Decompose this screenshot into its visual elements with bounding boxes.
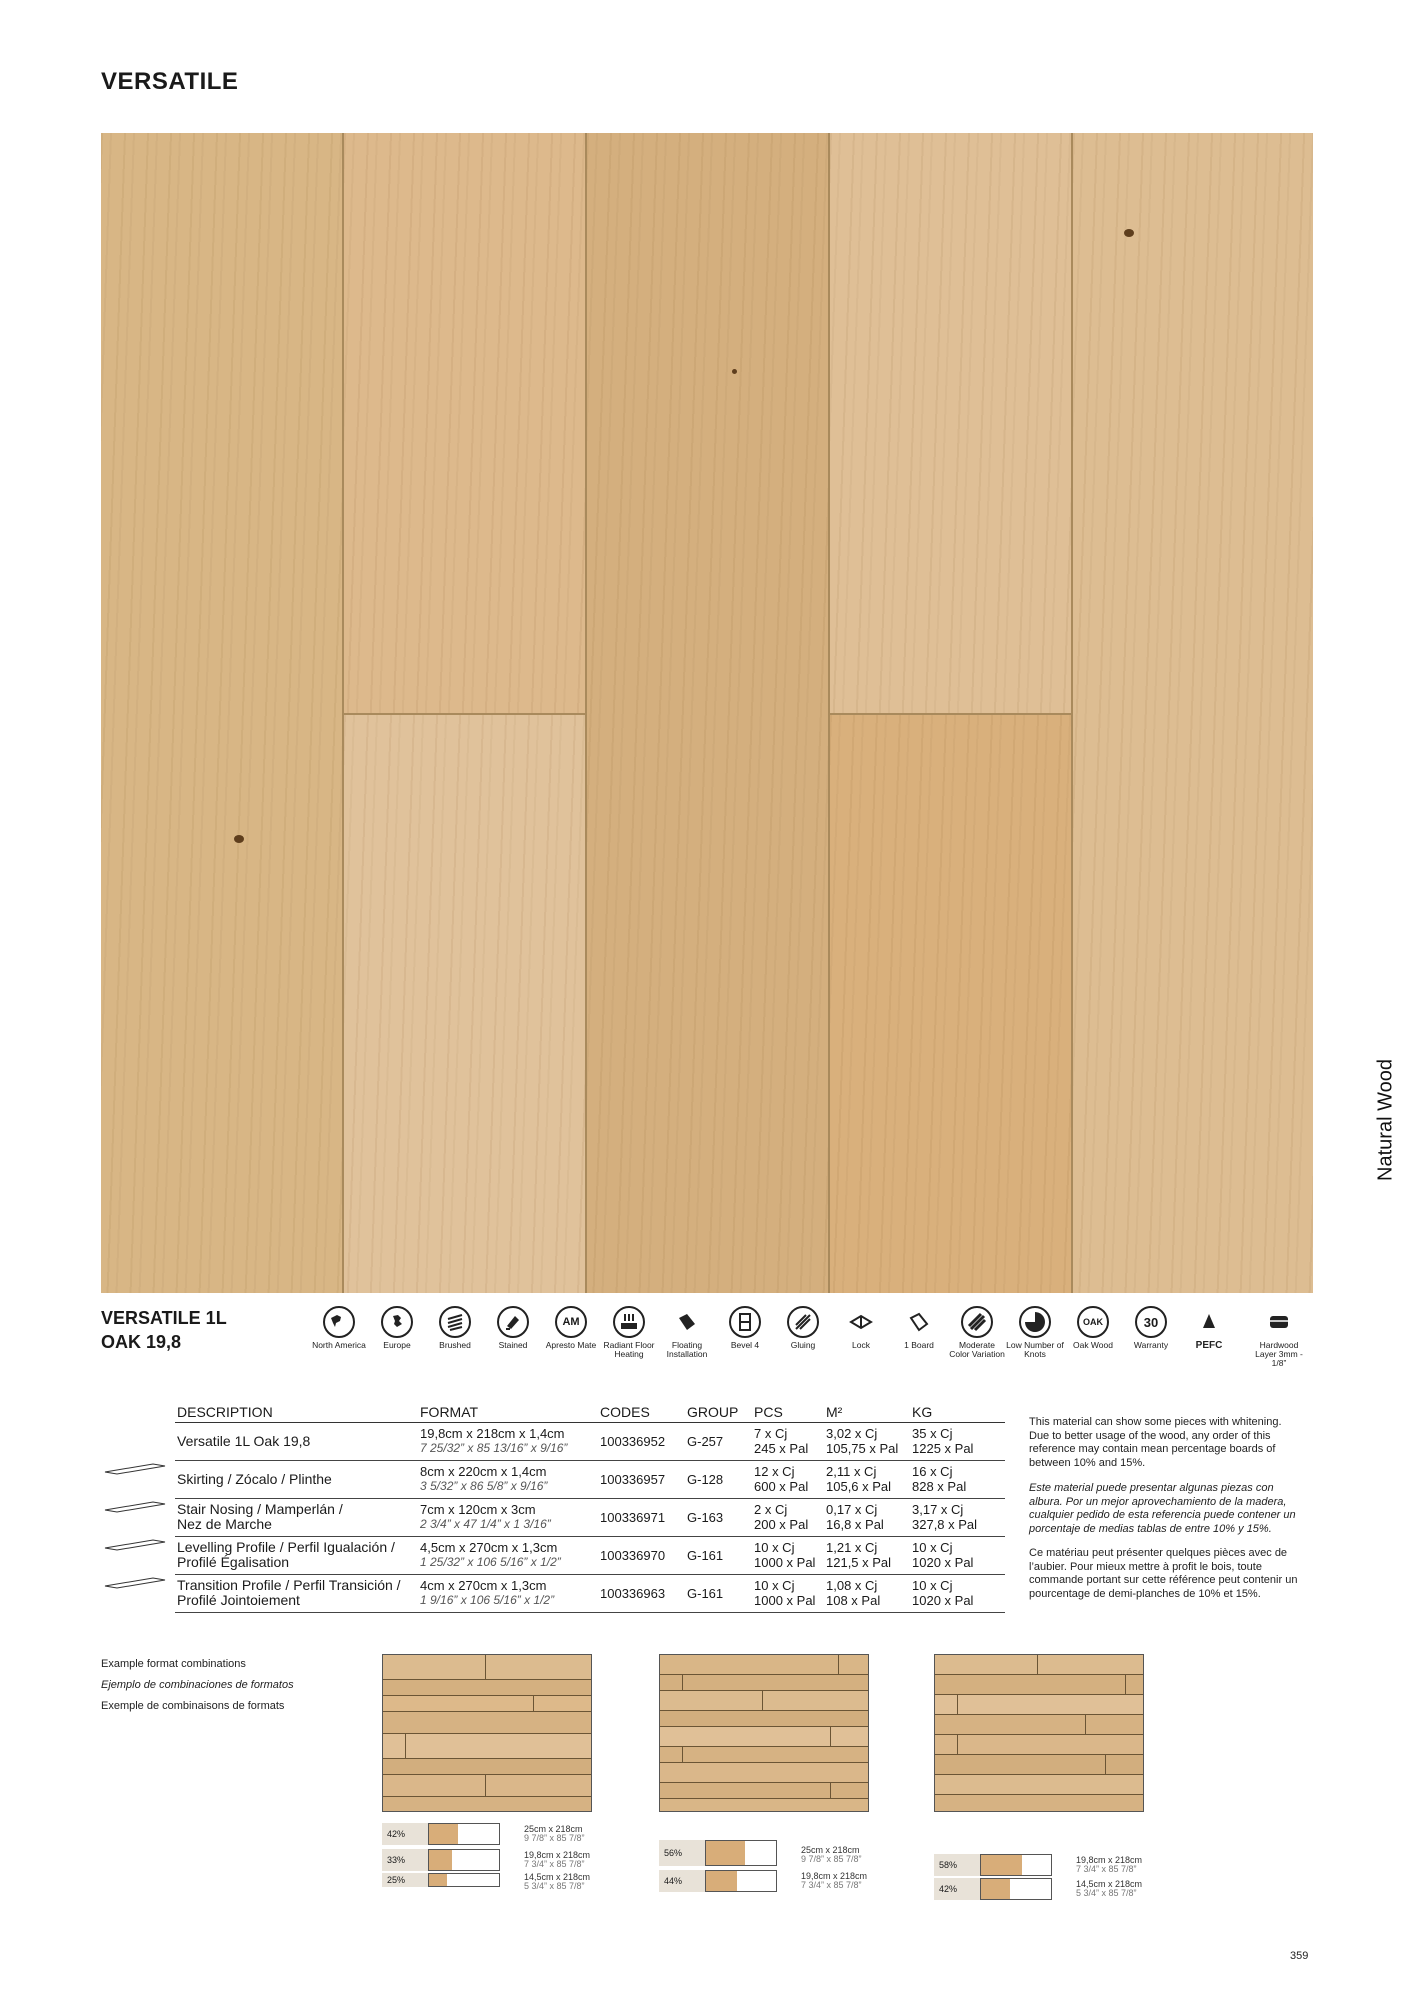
combination-preview xyxy=(382,1654,592,1812)
one-board-icon: 1 Board xyxy=(890,1306,948,1350)
table-row: Stair Nosing / Mamperlán / Nez de Marche 7cm x 120cm x 3cm 2 3/4” x 47 1/4” x 1 3/16” 100336971 G-163 2 x Cj 200 x Pal 0,17 x Cj 16,8 x Pal 3,17 x Cj 327,8 x Pal xyxy=(175,1498,1005,1536)
floating-installation-icon: Floating Installation xyxy=(658,1306,716,1359)
table-row: Levelling Profile / Perfil Igualación / Profilé Égalisation 4,5cm x 270cm x 1,3cm 1 25/32” x 106 5/16” x 1/2” 100336970 G-161 10 x Cj 1000 x Pal 1,21 x Cj 121,5 x Pal 10 x Cj 1020 x Pal xyxy=(175,1536,1005,1574)
format-size-label: 19,8cm x 218cm 7 3/4” x 85 7/8” xyxy=(524,1850,591,1869)
lock-icon: Lock xyxy=(832,1306,890,1350)
format-share-bar: 42% xyxy=(382,1823,500,1845)
radiant-floor-heating-icon: Radiant Floor Heating xyxy=(600,1306,658,1359)
product-spec-table xyxy=(175,1404,1005,1613)
format-size-label: 19,8cm x 218cm 7 3/4” x 85 7/8” xyxy=(801,1871,868,1890)
col-group: GROUP xyxy=(685,1404,752,1422)
wood-knot xyxy=(234,835,244,843)
format-size-label: 25cm x 218cm 9 7/8” x 85 7/8” xyxy=(801,1845,862,1864)
col-pcs: PCS xyxy=(752,1404,824,1422)
format-share-bar: 58% xyxy=(934,1854,1052,1876)
format-size-label: 14,5cm x 218cm 5 3/4” x 85 7/8” xyxy=(1076,1879,1143,1898)
combination-preview xyxy=(659,1654,869,1812)
col-description: DESCRIPTION xyxy=(175,1404,418,1422)
bevel-4-icon: Bevel 4 xyxy=(716,1306,774,1350)
europe-icon: Europe xyxy=(368,1306,426,1350)
section-side-label: Natural Wood xyxy=(1374,1059,1397,1181)
warranty-icon: 30 Warranty xyxy=(1122,1306,1180,1350)
col-codes: CODES xyxy=(598,1404,685,1422)
col-kg: KG xyxy=(910,1404,1005,1422)
plank xyxy=(587,133,830,1293)
page-title: VERSATILE xyxy=(101,68,239,95)
col-format: FORMAT xyxy=(418,1404,598,1422)
feature-icons xyxy=(310,1306,1320,1386)
format-share-bar: 25% xyxy=(382,1873,500,1887)
col-m2: M² xyxy=(824,1404,910,1422)
table-row: Skirting / Zócalo / Plinthe 8cm x 220cm x 1,4cm 3 5/32” x 86 5/8” x 9/16” 100336957 G-128 12 x Cj 600 x Pal 2,11 x Cj 105,6 x Pal 16 x Cj 828 x Pal xyxy=(175,1460,1005,1498)
oak-wood-icon: OAK Oak Wood xyxy=(1064,1306,1122,1350)
format-share-bar: 33% xyxy=(382,1849,500,1871)
pefc-icon: PEFC xyxy=(1180,1306,1238,1350)
stained-icon: Stained xyxy=(484,1306,542,1350)
low-number-of-knots-icon: Low Number of Knots xyxy=(1006,1306,1064,1359)
stair-nosing-profile-icon xyxy=(103,1500,167,1514)
north-america-icon: North America xyxy=(310,1306,368,1350)
format-size-label: 25cm x 218cm 9 7/8” x 85 7/8” xyxy=(524,1824,585,1843)
format-share-bar: 42% xyxy=(934,1878,1052,1900)
table-row: Versatile 1L Oak 19,8 19,8cm x 218cm x 1,4cm 7 25/32” x 85 13/16” x 9/16” 100336952 G-257 7 x Cj 245 x Pal 3,02 x Cj 105,75 x Pal 35 x Cj 1225 x Pal xyxy=(175,1422,1005,1460)
hardwood-layer-icon: Hardwood Layer 3mm - 1/8” xyxy=(1250,1306,1308,1368)
format-share-bar: 56% xyxy=(659,1840,777,1866)
apresto-mate-icon: AM Apresto Mate xyxy=(542,1306,600,1350)
combinations-caption: Example format combinations Ejemplo de combinaciones de formatos Exemple de combinaisons de formats xyxy=(101,1658,294,1712)
note-english: This material can show some pieces with whitening. Due to better usage of the wood, any order of this reference may contain mean percentage boards of between 10% and 15%. xyxy=(1029,1416,1282,1469)
format-share-bar: 44% xyxy=(659,1870,777,1892)
wood-knot xyxy=(1124,229,1134,237)
format-size-label: 19,8cm x 218cm 7 3/4” x 85 7/8” xyxy=(1076,1855,1143,1874)
plank xyxy=(344,133,587,1293)
plank xyxy=(101,133,344,1293)
combination-preview xyxy=(934,1654,1144,1812)
plank xyxy=(1073,133,1313,1293)
skirting-profile-icon xyxy=(103,1462,167,1476)
product-name: VERSATILE 1L OAK 19,8 xyxy=(101,1308,227,1352)
table-row: Transition Profile / Perfil Transición / Profilé Jointoiement 4cm x 270cm x 1,3cm 1 9/16” x 106 5/16” x 1/2” 100336963 G-161 10 x Cj 1000 x Pal 1,08 x Cj 108 x Pal 10 x Cj 1020 x Pal xyxy=(175,1574,1005,1612)
transition-profile-icon xyxy=(103,1576,167,1590)
moderate-color-variation-icon: Moderate Color Variation xyxy=(948,1306,1006,1359)
floor-sample-image xyxy=(101,133,1313,1293)
format-size-label: 14,5cm x 218cm 5 3/4” x 85 7/8” xyxy=(524,1872,591,1891)
brushed-icon: Brushed xyxy=(426,1306,484,1350)
levelling-profile-icon xyxy=(103,1538,167,1552)
note-french: Ce matériau peut présenter quelques pièces avec de l’aubier. Pour mieux mettre à profit le bois, toute commande portant sur cette référence peut contenir un pourcentage de demi-planches de 10% et 15%. xyxy=(1029,1547,1298,1600)
table-header xyxy=(175,1404,1005,1422)
plank xyxy=(830,133,1073,1293)
wood-knot xyxy=(732,369,737,374)
page-number: 359 xyxy=(1290,1950,1309,1962)
note-spanish: Este material puede presentar algunas piezas con albura. Por un mejor aprovechamiento de la madera, cualquier pedido de esta referencia puede contener un porcentaje de medias tablas de entre 10% y 15%. xyxy=(1029,1482,1296,1535)
gluing-icon: Gluing xyxy=(774,1306,832,1350)
